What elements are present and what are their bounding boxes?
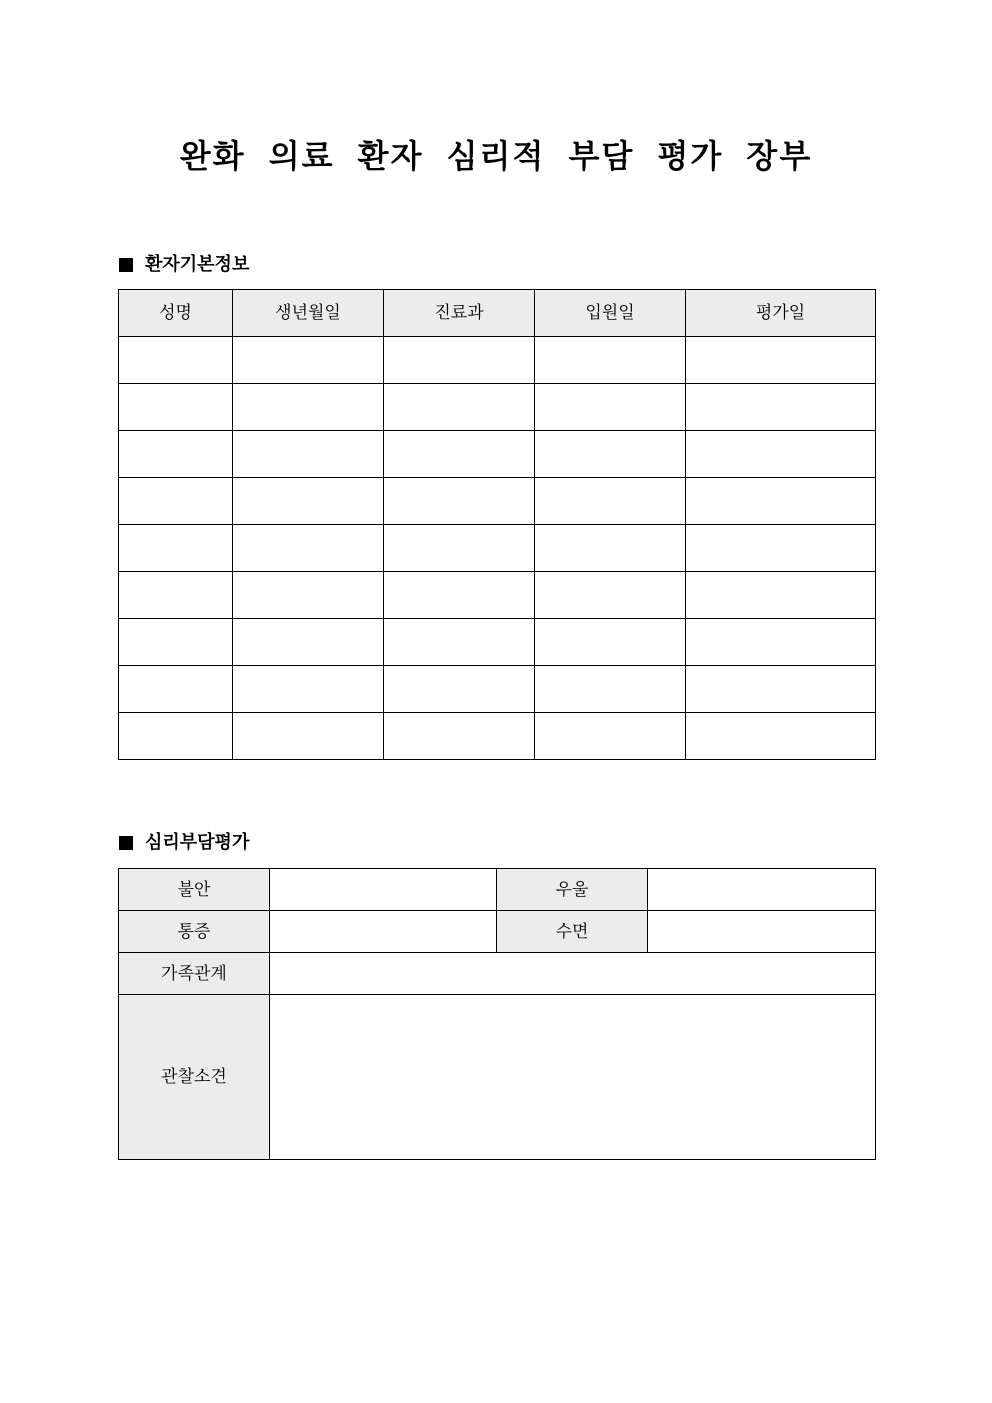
observation-field[interactable] [270, 995, 876, 1160]
evaluation-date-cell[interactable] [686, 337, 876, 384]
table-row [119, 525, 876, 572]
name-cell[interactable] [119, 431, 233, 478]
admission-date-cell[interactable] [535, 431, 686, 478]
pain-field[interactable] [270, 911, 497, 953]
table-row [119, 478, 876, 525]
psych-eval-table [118, 868, 876, 1160]
birthdate-cell[interactable] [233, 713, 384, 760]
name-cell[interactable] [119, 619, 233, 666]
evaluation-date-cell[interactable] [686, 525, 876, 572]
name-cell[interactable] [119, 713, 233, 760]
name-cell[interactable] [119, 666, 233, 713]
section-heading-label: 환자기본정보 [145, 254, 250, 275]
sleep-label: 수면 [497, 911, 648, 953]
table-row [119, 953, 876, 995]
square-bullet-icon [119, 258, 133, 272]
table-row [119, 431, 876, 478]
evaluation-date-cell[interactable] [686, 713, 876, 760]
patient-info-table [118, 289, 876, 760]
department-cell[interactable] [384, 384, 535, 431]
anxiety-field[interactable] [270, 869, 497, 911]
anxiety-label: 불안 [119, 869, 270, 911]
admission-date-cell[interactable] [535, 619, 686, 666]
depression-label: 우울 [497, 869, 648, 911]
section-heading-patient-info [119, 253, 249, 277]
admission-date-cell[interactable] [535, 713, 686, 760]
birthdate-cell[interactable] [233, 337, 384, 384]
name-cell[interactable] [119, 384, 233, 431]
department-cell[interactable] [384, 619, 535, 666]
department-cell[interactable] [384, 478, 535, 525]
depression-field[interactable] [648, 869, 876, 911]
family-relations-label: 가족관계 [119, 953, 270, 995]
department-cell[interactable] [384, 713, 535, 760]
birthdate-cell[interactable] [233, 525, 384, 572]
birthdate-cell[interactable] [233, 619, 384, 666]
evaluation-date-cell[interactable] [686, 572, 876, 619]
table-header-row [119, 290, 876, 337]
column-header-evaluation-date: 평가일 [686, 290, 876, 337]
name-cell[interactable] [119, 572, 233, 619]
admission-date-cell[interactable] [535, 525, 686, 572]
table-row [119, 619, 876, 666]
table-row [119, 666, 876, 713]
column-header-admission-date: 입원일 [535, 290, 686, 337]
admission-date-cell[interactable] [535, 384, 686, 431]
department-cell[interactable] [384, 431, 535, 478]
birthdate-cell[interactable] [233, 478, 384, 525]
department-cell[interactable] [384, 666, 535, 713]
evaluation-date-cell[interactable] [686, 619, 876, 666]
table-row [119, 995, 876, 1160]
square-bullet-icon [119, 836, 133, 850]
section-heading-label: 심리부담평가 [145, 832, 250, 853]
section-heading-psych-eval [119, 831, 249, 855]
table-row [119, 572, 876, 619]
admission-date-cell[interactable] [535, 572, 686, 619]
document-title: 완화 의료 환자 심리적 부담 평가 장부 [179, 137, 813, 175]
table-row [119, 911, 876, 953]
birthdate-cell[interactable] [233, 384, 384, 431]
pain-label: 통증 [119, 911, 270, 953]
evaluation-date-cell[interactable] [686, 431, 876, 478]
admission-date-cell[interactable] [535, 337, 686, 384]
family-relations-field[interactable] [270, 953, 876, 995]
table-row [119, 869, 876, 911]
name-cell[interactable] [119, 478, 233, 525]
column-header-department: 진료과 [384, 290, 535, 337]
birthdate-cell[interactable] [233, 572, 384, 619]
department-cell[interactable] [384, 572, 535, 619]
sleep-field[interactable] [648, 911, 876, 953]
name-cell[interactable] [119, 525, 233, 572]
birthdate-cell[interactable] [233, 431, 384, 478]
evaluation-date-cell[interactable] [686, 478, 876, 525]
observation-label: 관찰소견 [119, 995, 270, 1160]
department-cell[interactable] [384, 525, 535, 572]
table-row [119, 384, 876, 431]
admission-date-cell[interactable] [535, 666, 686, 713]
table-row [119, 337, 876, 384]
evaluation-date-cell[interactable] [686, 384, 876, 431]
birthdate-cell[interactable] [233, 666, 384, 713]
admission-date-cell[interactable] [535, 478, 686, 525]
column-header-birthdate: 생년월일 [233, 290, 384, 337]
column-header-name: 성명 [119, 290, 233, 337]
department-cell[interactable] [384, 337, 535, 384]
evaluation-date-cell[interactable] [686, 666, 876, 713]
table-row [119, 713, 876, 760]
name-cell[interactable] [119, 337, 233, 384]
